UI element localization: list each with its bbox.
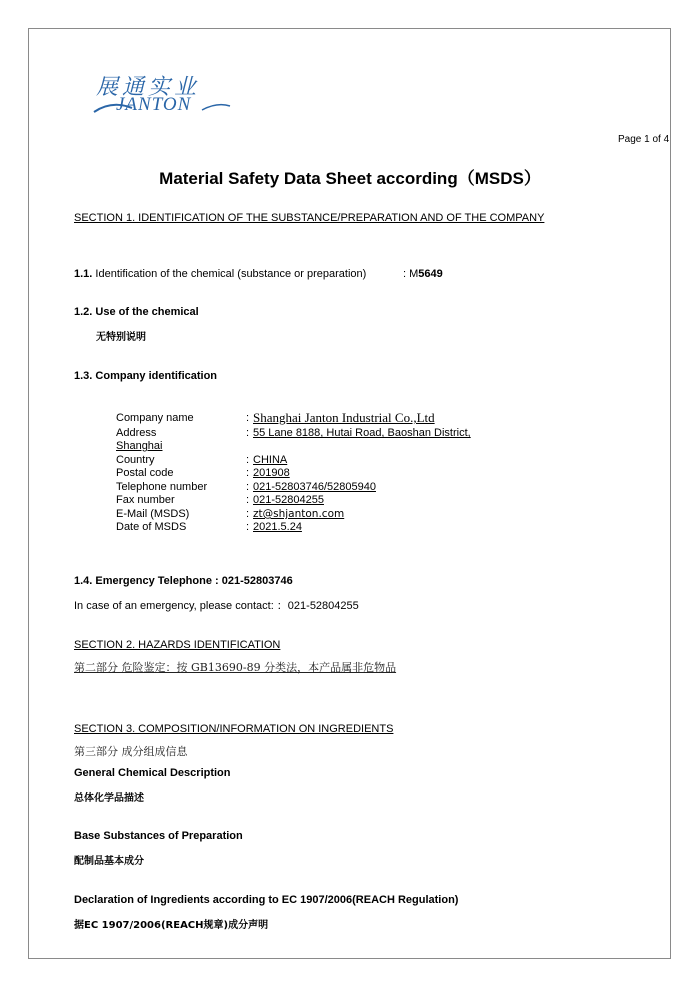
general-description-chinese: 总体化学品描述 (74, 793, 144, 804)
item-1-1-separator: : M (403, 268, 419, 280)
declaration-chinese: 据EC 1907/2006(REACH规章)成分声明 (74, 920, 269, 931)
product-code: 5649 (418, 268, 443, 280)
address-label: Address (116, 427, 157, 439)
colon: : (246, 521, 250, 533)
item-1-1-value (403, 268, 443, 280)
section3-heading: SECTION 3. COMPOSITION/INFORMATION ON INGREDIENTS (74, 723, 394, 735)
general-description-heading: General Chemical Description (74, 767, 231, 779)
document-title: Material Safety Data Sheet according（MSDS） (159, 169, 541, 188)
section3-chinese-heading: 第三部分 成分组成信息 (74, 745, 188, 758)
fax-label: Fax number (116, 494, 175, 506)
emergency-contact: In case of an emergency, please contact: ：021-52804255 (74, 600, 359, 612)
colon: : (246, 427, 250, 439)
address-value: 55 Lane 8188, Hutai Road, Baoshan District, (253, 427, 471, 439)
item-1-2-value: 无特别说明 (96, 332, 146, 343)
postal-code-label: Postal code (116, 467, 174, 479)
item-1-1-number: 1.1. (74, 268, 93, 280)
colon: : (246, 508, 250, 520)
colon: : (246, 454, 250, 466)
postal-code-value: 201908 (253, 467, 290, 479)
address-continuation: Shanghai (116, 440, 163, 452)
country-label: Country (116, 454, 155, 466)
telephone-value: 021-52803746/52805940 (253, 481, 376, 493)
colon: : (246, 481, 250, 493)
declaration-heading: Declaration of Ingredients according to EC 1907/2006(REACH Regulation) (74, 894, 459, 906)
item-1-1-label: Identification of the chemical (substance or preparation) (95, 268, 367, 280)
item-1-1 (74, 268, 366, 280)
base-substances-heading: Base Substances of Preparation (74, 830, 243, 842)
colon: : (246, 412, 250, 424)
company-name-value: Shanghai Janton Industrial Co.,Ltd (253, 410, 435, 425)
colon: : (246, 494, 250, 506)
fax-value: 021-52804255 (253, 494, 324, 506)
page-number: Page 1 of 4 (618, 134, 670, 145)
date-label: Date of MSDS (116, 521, 187, 533)
email-value: zt@shjanton.com (253, 508, 345, 520)
company-logo (92, 70, 232, 120)
email-label: E-Mail (MSDS) (116, 508, 190, 520)
company-name-label: Company name (116, 412, 194, 424)
section1-heading: SECTION 1. IDENTIFICATION OF THE SUBSTANCE/PREPARATION AND OF THE COMPANY (74, 212, 545, 224)
base-substances-chinese: 配制品基本成分 (74, 856, 144, 867)
logo-english-text: JANTON (116, 94, 192, 115)
item-1-2-heading: 1.2. Use of the chemical (74, 306, 199, 318)
telephone-label: Telephone number (116, 481, 208, 493)
section2-chinese-text: 第二部分 危险鉴定：按 GB13690-89 分类法，本产品属非危物品 (74, 661, 397, 674)
section2-heading: SECTION 2. HAZARDS IDENTIFICATION (74, 639, 281, 651)
country-value: CHINA (253, 454, 288, 466)
colon: : (246, 467, 250, 479)
logo-chinese-text: 展通实业 (96, 75, 201, 100)
date-value: 2021.5.24 (253, 521, 302, 533)
item-1-3-heading: 1.3. Company identification (74, 370, 218, 382)
emergency-telephone: 1.4. Emergency Telephone : 021-52803746 (74, 575, 293, 587)
